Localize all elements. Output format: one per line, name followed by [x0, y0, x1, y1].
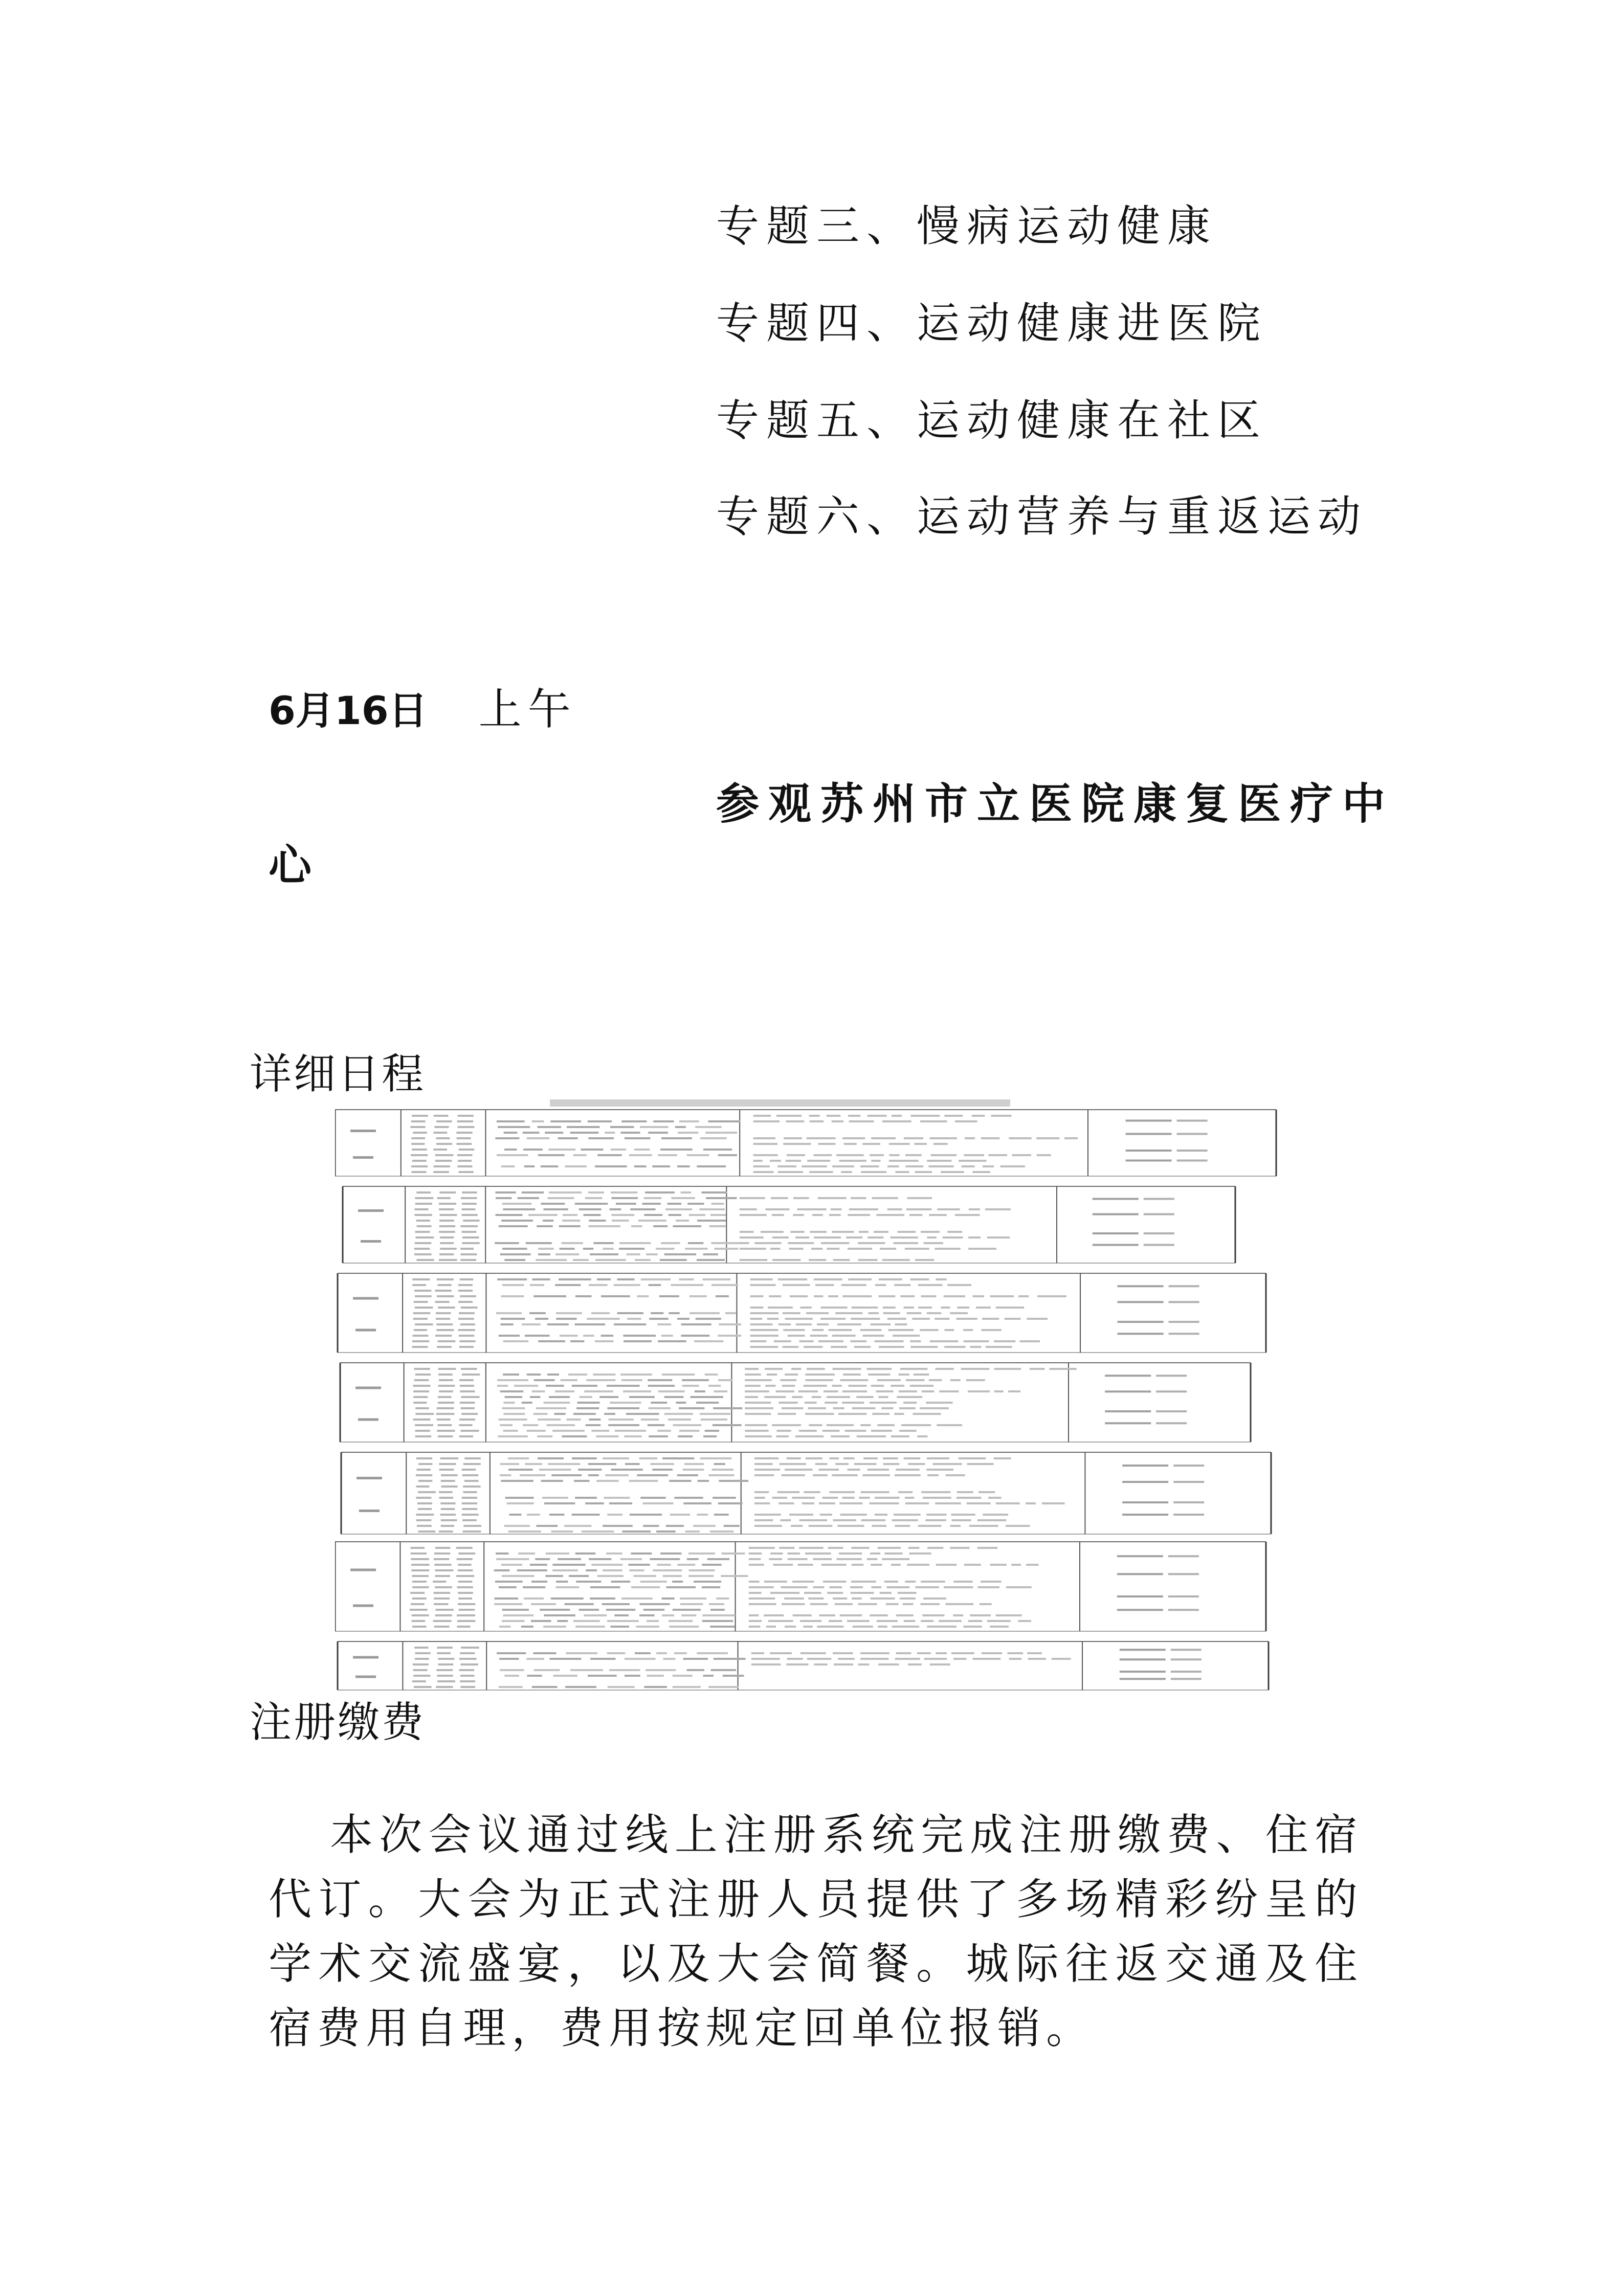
- schedule-heading: 详细日程: [250, 1050, 426, 1098]
- topic-4: 专题四、运动健康进医院: [716, 298, 1268, 348]
- registration-heading: 注册缴费: [250, 1698, 426, 1747]
- registration-paragraph: 本次会议通过线上注册系统完成注册缴费、住宿代订。大会为正式注册人员提供了多场精彩纷呈的学术交流盛宴，以及大会简餐。城际往返交通及住宿费用自理，费用按规定回单位报销。: [269, 1810, 1363, 2053]
- topic-3: 专题三、慢病运动健康: [716, 201, 1218, 251]
- day-line: [269, 684, 577, 734]
- day-date: 6月16日: [269, 688, 428, 733]
- day-period: 上午: [478, 684, 577, 734]
- visit-title-continued: 心: [269, 840, 312, 890]
- visit-title: 参观苏州市立医院康复医疗中: [716, 778, 1395, 829]
- topic-5: 专题五、运动健康在社区: [716, 395, 1268, 445]
- schedule-table-image: [335, 1099, 1297, 1693]
- topic-6: 专题六、运动营养与重返运动: [716, 491, 1368, 542]
